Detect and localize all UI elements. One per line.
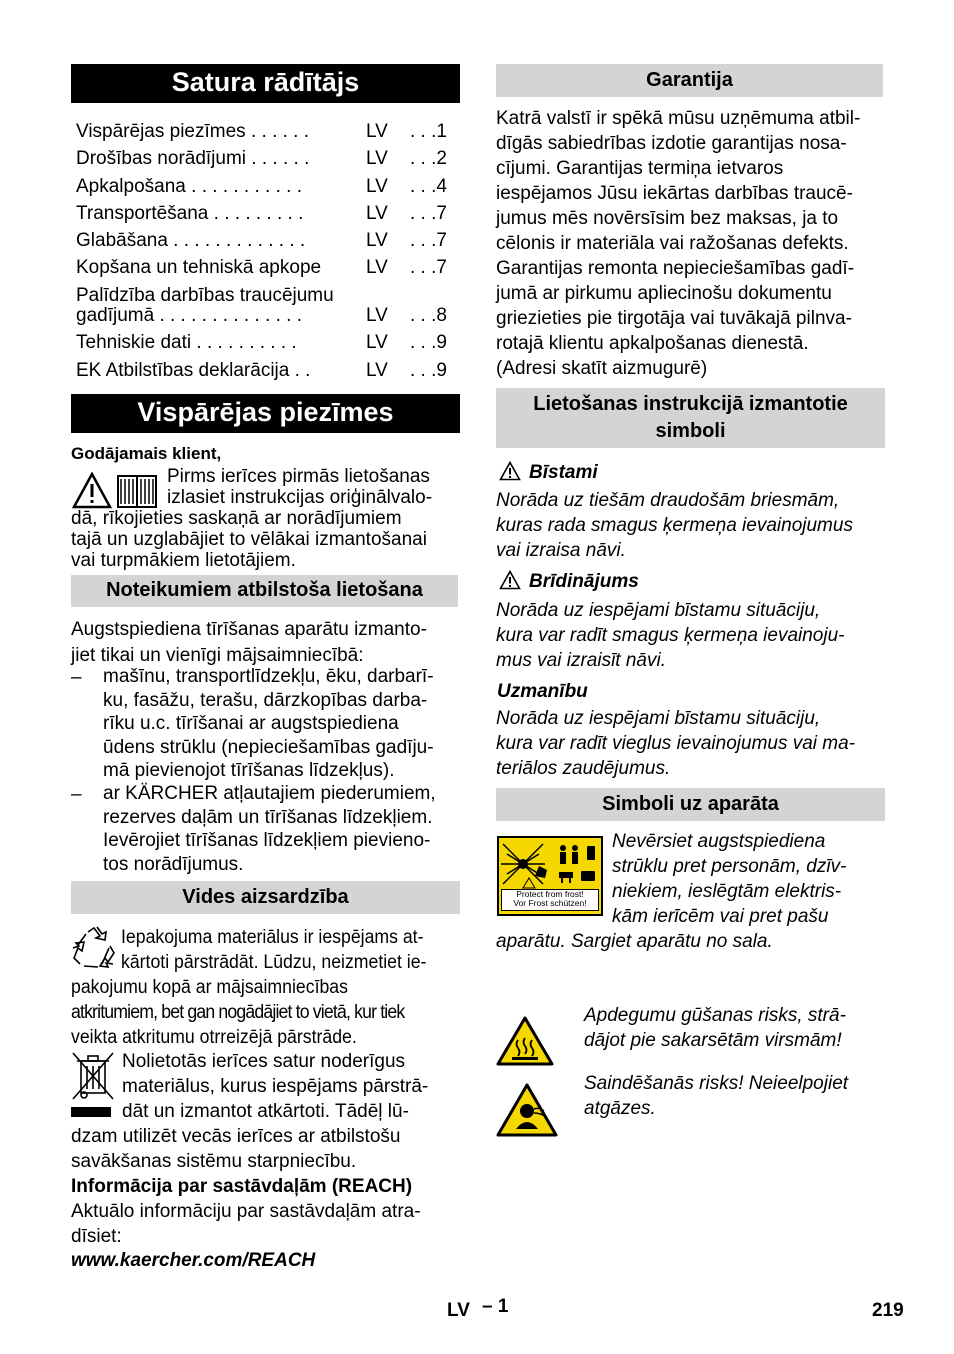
text-line: tajā un uzglabājiet to vēlākai izmantošanai <box>71 529 427 550</box>
text-line: jumus mēs novērsīsim bez maksas, ja to <box>496 208 839 229</box>
toc-entry[interactable] <box>76 358 456 384</box>
intended-use-text <box>71 617 427 669</box>
toc-entry-title: Drošības norādījumi . . . . . . <box>76 148 310 169</box>
text-line: atkritumiem, bet gan nogādājiet to vietā, kur tiek <box>71 1002 405 1023</box>
toc-entry-lang: LV <box>366 230 388 251</box>
toc-entry-lang: LV <box>366 203 388 224</box>
text-line: izlasiet instrukcijas oriģinālvalo- <box>167 487 433 508</box>
text-line: materiālus, kurus iespējams pārstrā- <box>122 1076 429 1097</box>
text-line: kārtoti pārstrādāt. Lūdzu, neizmetiet ie- <box>121 952 427 973</box>
frost-label-line2: Vor Frost schützen! <box>513 898 587 908</box>
text-line: atgāzes. <box>584 1098 656 1119</box>
warranty-text <box>496 106 860 381</box>
caution-title: Uzmanību <box>497 681 588 702</box>
general-intro-cont <box>71 508 427 571</box>
text-line: rotajā klientu apkalpošanas dienestā. <box>496 333 809 354</box>
jet-warning-text <box>612 829 846 929</box>
environment-heading: Vides aizsardzība <box>71 881 460 914</box>
text-line: kura var radīt vieglus ievainojumus vai ma- <box>496 733 856 754</box>
toc-entry[interactable] <box>76 330 456 356</box>
hot-surface-icon <box>496 1016 554 1066</box>
toc-entry-page: . . .1 <box>410 121 447 142</box>
danger-text <box>496 488 853 563</box>
text-line: jumā ar pirkumu apliecinošu dokumentu <box>496 283 832 304</box>
text-line: Pirms ierīces pirmās lietošanas <box>167 466 430 487</box>
text-line: Nevērsiet augstspiediena <box>612 831 826 852</box>
text-line: teriālos zaudējumus. <box>496 758 671 779</box>
reach-heading: Informācija par sastāvdaļām (REACH) <box>71 1176 413 1197</box>
toc-entry-title: Vispārējas piezīmes . . . . . . <box>76 121 310 142</box>
text-line: strūklu pret personām, dzīv- <box>612 856 847 877</box>
toc-entry-lang: LV <box>366 148 388 169</box>
text-line: Norāda uz iespējami bīstamu situāciju, <box>496 600 821 621</box>
text-line: niekiem, ieslēgtām elektris- <box>612 881 842 902</box>
toc-entry-lang: LV <box>366 121 388 142</box>
toc-entry-page: . . .4 <box>410 176 447 197</box>
weee-text-cont <box>71 1124 400 1174</box>
page-number: 219 <box>872 1300 904 1321</box>
toc-entry-page: . . .2 <box>410 148 447 169</box>
jet-warning-text-cont: aparātu. Sargiet aparātu no sala. <box>496 931 773 952</box>
toc-entry[interactable] <box>76 201 456 227</box>
text-line: kām ierīcēm vai pret pašu <box>612 906 829 927</box>
toc-entry[interactable] <box>76 283 456 329</box>
device-warning-label <box>497 836 603 916</box>
bullet-dash: – <box>71 784 82 805</box>
text-line: kuras rada smagus ķermeņa ievainojumus <box>496 515 853 536</box>
toc-entry[interactable] <box>76 119 456 145</box>
text-line: dā, rīkojieties saskaņā ar norādījumiem <box>71 508 402 529</box>
text-line: dīsiet: <box>71 1226 122 1247</box>
weee-text <box>122 1049 428 1124</box>
text-line: ar KÄRCHER atļautajiem piederumiem, <box>103 783 436 804</box>
toc-entry-title: Kopšana un tehniskā apkope <box>76 257 322 278</box>
bullet-dash: – <box>71 667 82 688</box>
toc-entry[interactable] <box>76 255 456 281</box>
danger-title: Bīstami <box>529 462 598 483</box>
toc-entry-lang: LV <box>366 176 388 197</box>
toc-entry-title: Glabāšana . . . . . . . . . . . . . <box>76 230 306 251</box>
text-line: mus vai izraisīt nāvi. <box>496 650 666 671</box>
symbols-heading-line2: simboli <box>655 420 726 442</box>
text-line: kura var radīt smagus ķermeņa ievainoju- <box>496 625 845 646</box>
text-line: Saindēšanās risks! Neieelpojiet <box>584 1073 849 1094</box>
text-line: savākšanas sistēmu starpniecību. <box>71 1151 357 1172</box>
text-line: vai izraisa nāvi. <box>496 540 626 561</box>
warning-text <box>496 598 845 673</box>
toc-entry-lang: LV <box>366 305 388 326</box>
bullet-item-2 <box>103 782 436 876</box>
text-line: mā pievienojot tīrīšanas līdzekļus). <box>103 760 395 781</box>
frost-label-text <box>501 889 599 911</box>
text-line: tos norādījumus. <box>103 853 244 875</box>
read-manual-icon <box>72 472 162 510</box>
poison-warning-text <box>584 1071 848 1121</box>
text-line: pakojumu kopā ar mājsaimniecības <box>71 977 348 998</box>
text-line: Nolietotās ierīces satur noderīgus <box>122 1051 406 1072</box>
text-line: ku, fasāžu, terašu, dārzkopības darba- <box>103 689 428 711</box>
text-line: Garantijas remonta nepieciešamības gadī- <box>496 258 855 279</box>
toc-entry-title: EK Atbilstības deklarācija . . <box>76 360 311 381</box>
toc-entry-page: . . .9 <box>410 332 447 353</box>
toc-entry-lang: LV <box>366 332 388 353</box>
text-line: Norāda uz tiešām draudošām briesmām, <box>496 490 840 511</box>
text-line: griezieties pie tirgotāja vai tuvākajā pilnva- <box>496 308 852 329</box>
text-line: cījumi. Garantijas termiņa ietvaros <box>496 158 784 179</box>
toc-entry-title: Tehniskie dati . . . . . . . . . . <box>76 332 297 353</box>
text-line: vai turpmākiem lietotājiem. <box>71 550 296 571</box>
symbols-heading <box>496 388 885 448</box>
recycle-icon <box>72 926 116 972</box>
device-symbols-heading: Simboli uz aparāta <box>496 788 885 821</box>
text-line: ūdens strūklu (nepieciešamības gadīju- <box>103 736 434 758</box>
weee-bin-icon <box>71 1051 115 1119</box>
footer-lang: LV <box>447 1300 470 1321</box>
toc-entry-page: . . .7 <box>410 230 447 251</box>
text-line: Aktuālo informāciju par sastāvdaļām atra- <box>71 1201 421 1222</box>
text-line: Augstspiediena tīrīšanas aparātu izmanto- <box>71 619 427 640</box>
warning-title: Brīdinājums <box>529 571 639 592</box>
no-jet-pictogram-icon <box>499 838 601 894</box>
text-line: rezerves daļām un tīrīšanas līdzekļiem. <box>103 806 433 828</box>
toc-entry-page: . . .8 <box>410 305 447 326</box>
text-line: cēlonis ir materiāla vai ražošanas defekts. <box>496 233 849 254</box>
toc-entry[interactable] <box>76 174 456 200</box>
toc-heading: Satura rādītājs <box>71 64 460 103</box>
text-line: dzam utilizēt vecās ierīces ar atbilstošu <box>71 1126 401 1147</box>
footer-section: – 1 <box>482 1296 509 1317</box>
toxic-gas-icon <box>496 1083 558 1137</box>
toc-entry[interactable] <box>76 146 456 172</box>
text-line: veikta atkritumu otrreizējā pārstrāde. <box>71 1027 357 1048</box>
toc-entry-page: . . .7 <box>410 257 447 278</box>
toc-entry-title: Transportēšana . . . . . . . . . <box>76 203 304 224</box>
recycle-text <box>121 925 456 975</box>
text-line: rīku u.c. tīrīšanai ar augstspiediena <box>103 713 399 734</box>
greeting: Godājamais klient, <box>71 444 222 463</box>
text-line: Apdegumu gūšanas risks, strā- <box>584 1005 846 1026</box>
toc-entry-page: . . .9 <box>410 360 447 381</box>
caution-text <box>496 706 855 781</box>
burn-warning-text <box>584 1003 846 1053</box>
text-line: Norāda uz iespējami bīstamu situāciju, <box>496 708 821 729</box>
warranty-heading: Garantija <box>496 64 883 97</box>
general-intro <box>167 466 432 508</box>
intended-use-heading: Noteikumiem atbilstoša lietošana <box>71 575 458 607</box>
text-line: Ievērojiet tīrīšanas līdzekļiem pievieno- <box>103 830 431 851</box>
text-line: dāt un izmantot atkārtoti. Tādēļ lū- <box>122 1101 409 1122</box>
text-line: dīgās sabiedrības izdotie garantijas nosa- <box>496 133 847 154</box>
toc-entry-lang: LV <box>366 257 388 278</box>
recycle-text-cont <box>71 975 462 1050</box>
reach-text <box>71 1199 421 1249</box>
general-heading: Vispārējas piezīmes <box>71 394 460 433</box>
symbols-heading-line1: Lietošanas instrukcijā izmantotie <box>533 393 848 415</box>
warning-triangle-icon <box>499 570 521 590</box>
reach-link[interactable]: www.kaercher.com/REACH <box>71 1250 316 1271</box>
bullet-item-1 <box>103 665 434 783</box>
text-line: mašīnu, transportlīdzekļu, ēku, darbarī- <box>103 666 434 687</box>
text-line: iespējamos Jūsu iekārtas darbības traucē- <box>496 183 853 204</box>
text-line: dājot pie sakarsētām virsmām! <box>584 1030 842 1051</box>
toc-entry-title: Apkalpošana . . . . . . . . . . . <box>76 176 302 197</box>
text-line: (Adresi skatīt aizmugurē) <box>496 358 708 379</box>
toc-entry-title: gadījumā . . . . . . . . . . . . . . <box>76 305 302 326</box>
toc-entry[interactable] <box>76 228 456 254</box>
toc-entry-page: . . .7 <box>410 203 447 224</box>
text-line: jiet tikai un vienīgi mājsaimniecībā: <box>71 645 364 666</box>
frost-label-line1: Protect from frost! <box>516 889 584 899</box>
warning-triangle-icon <box>499 461 521 481</box>
text-line: Iepakojuma materiālus ir iespējams at- <box>121 927 424 948</box>
toc-entry-title-line1: Palīdzība darbības traucējumu <box>76 285 334 306</box>
text-line: Katrā valstī ir spēkā mūsu uzņēmuma atbil- <box>496 108 861 129</box>
toc-entry-lang: LV <box>366 360 388 381</box>
